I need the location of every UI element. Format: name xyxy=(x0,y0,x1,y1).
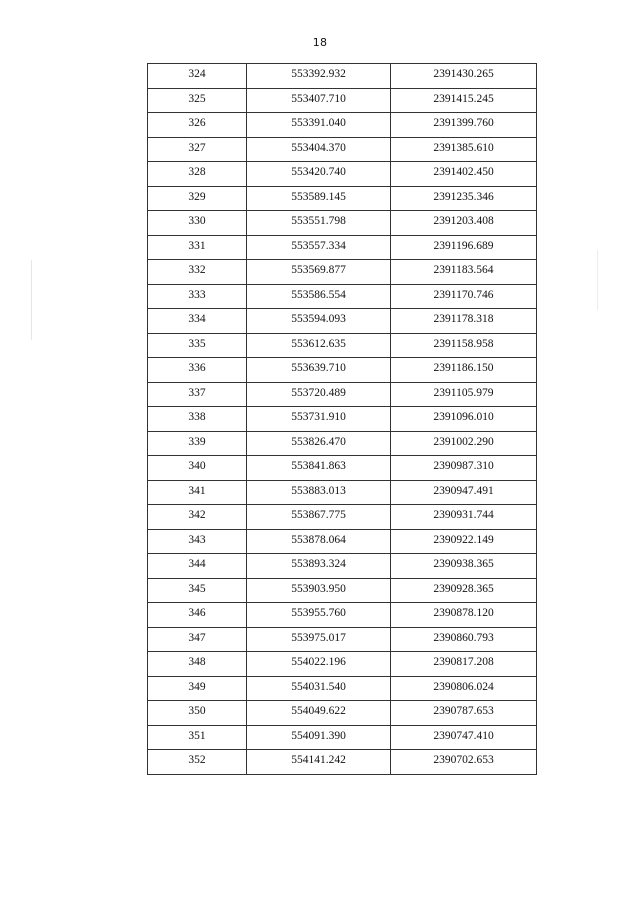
table-row xyxy=(148,652,537,677)
table-row xyxy=(148,162,537,187)
x-coordinate-cell: 553594.093 xyxy=(247,309,391,334)
x-coordinate-cell: 553883.013 xyxy=(247,480,391,505)
y-coordinate-cell: 2391183.564 xyxy=(391,260,537,285)
point-number-cell: 328 xyxy=(148,162,247,187)
x-coordinate-cell: 553903.950 xyxy=(247,578,391,603)
y-coordinate-cell: 2391385.610 xyxy=(391,137,537,162)
x-coordinate-cell: 553867.775 xyxy=(247,505,391,530)
y-coordinate-cell: 2391170.746 xyxy=(391,284,537,309)
y-coordinate-cell: 2390817.208 xyxy=(391,652,537,677)
point-number-cell: 350 xyxy=(148,701,247,726)
scan-artifact-left xyxy=(31,260,32,340)
point-number-cell: 338 xyxy=(148,407,247,432)
table-row xyxy=(148,88,537,113)
table-row xyxy=(148,431,537,456)
table-row xyxy=(148,358,537,383)
table-row xyxy=(148,333,537,358)
point-number-cell: 351 xyxy=(148,725,247,750)
point-number-cell: 324 xyxy=(148,64,247,89)
x-coordinate-cell: 553731.910 xyxy=(247,407,391,432)
table-row xyxy=(148,505,537,530)
table-row xyxy=(148,725,537,750)
x-coordinate-cell: 553841.863 xyxy=(247,456,391,481)
x-coordinate-cell: 554031.540 xyxy=(247,676,391,701)
y-coordinate-cell: 2391196.689 xyxy=(391,235,537,260)
table-row xyxy=(148,186,537,211)
x-coordinate-cell: 553420.740 xyxy=(247,162,391,187)
y-coordinate-cell: 2391399.760 xyxy=(391,113,537,138)
x-coordinate-cell: 553878.064 xyxy=(247,529,391,554)
table-row xyxy=(148,407,537,432)
x-coordinate-cell: 554022.196 xyxy=(247,652,391,677)
x-coordinate-cell: 553612.635 xyxy=(247,333,391,358)
point-number-cell: 347 xyxy=(148,627,247,652)
coordinates-table-body xyxy=(148,64,537,775)
y-coordinate-cell: 2390878.120 xyxy=(391,603,537,628)
y-coordinate-cell: 2390806.024 xyxy=(391,676,537,701)
point-number-cell: 341 xyxy=(148,480,247,505)
x-coordinate-cell: 553407.710 xyxy=(247,88,391,113)
table-row xyxy=(148,676,537,701)
point-number-cell: 349 xyxy=(148,676,247,701)
y-coordinate-cell: 2390928.365 xyxy=(391,578,537,603)
y-coordinate-cell: 2391096.010 xyxy=(391,407,537,432)
y-coordinate-cell: 2391203.408 xyxy=(391,211,537,236)
y-coordinate-cell: 2390702.653 xyxy=(391,750,537,775)
table-row xyxy=(148,603,537,628)
point-number-cell: 344 xyxy=(148,554,247,579)
x-coordinate-cell: 553557.334 xyxy=(247,235,391,260)
table-row xyxy=(148,750,537,775)
x-coordinate-cell: 553551.798 xyxy=(247,211,391,236)
point-number-cell: 331 xyxy=(148,235,247,260)
point-number-cell: 330 xyxy=(148,211,247,236)
point-number-cell: 337 xyxy=(148,382,247,407)
point-number-cell: 345 xyxy=(148,578,247,603)
y-coordinate-cell: 2391235.346 xyxy=(391,186,537,211)
table-row xyxy=(148,235,537,260)
y-coordinate-cell: 2391430.265 xyxy=(391,64,537,89)
coordinates-table xyxy=(147,63,537,775)
y-coordinate-cell: 2391186.150 xyxy=(391,358,537,383)
point-number-cell: 336 xyxy=(148,358,247,383)
table-row xyxy=(148,64,537,89)
scan-artifact-right xyxy=(597,250,598,310)
x-coordinate-cell: 553639.710 xyxy=(247,358,391,383)
point-number-cell: 352 xyxy=(148,750,247,775)
y-coordinate-cell: 2391002.290 xyxy=(391,431,537,456)
y-coordinate-cell: 2391158.958 xyxy=(391,333,537,358)
table-row xyxy=(148,554,537,579)
y-coordinate-cell: 2391402.450 xyxy=(391,162,537,187)
table-row xyxy=(148,137,537,162)
x-coordinate-cell: 553391.040 xyxy=(247,113,391,138)
point-number-cell: 334 xyxy=(148,309,247,334)
y-coordinate-cell: 2390787.653 xyxy=(391,701,537,726)
x-coordinate-cell: 553586.554 xyxy=(247,284,391,309)
table-row xyxy=(148,456,537,481)
y-coordinate-cell: 2390922.149 xyxy=(391,529,537,554)
point-number-cell: 348 xyxy=(148,652,247,677)
point-number-cell: 325 xyxy=(148,88,247,113)
point-number-cell: 327 xyxy=(148,137,247,162)
x-coordinate-cell: 554091.390 xyxy=(247,725,391,750)
point-number-cell: 329 xyxy=(148,186,247,211)
table-row xyxy=(148,284,537,309)
table-row xyxy=(148,578,537,603)
point-number-cell: 339 xyxy=(148,431,247,456)
table-row xyxy=(148,529,537,554)
table-row xyxy=(148,260,537,285)
point-number-cell: 346 xyxy=(148,603,247,628)
y-coordinate-cell: 2390987.310 xyxy=(391,456,537,481)
y-coordinate-cell: 2390747.410 xyxy=(391,725,537,750)
x-coordinate-cell: 553826.470 xyxy=(247,431,391,456)
x-coordinate-cell: 553975.017 xyxy=(247,627,391,652)
table-row xyxy=(148,382,537,407)
x-coordinate-cell: 553589.145 xyxy=(247,186,391,211)
page-number: 18 xyxy=(312,36,328,49)
x-coordinate-cell: 554141.242 xyxy=(247,750,391,775)
table-row xyxy=(148,309,537,334)
point-number-cell: 343 xyxy=(148,529,247,554)
point-number-cell: 340 xyxy=(148,456,247,481)
point-number-cell: 333 xyxy=(148,284,247,309)
y-coordinate-cell: 2391105.979 xyxy=(391,382,537,407)
x-coordinate-cell: 553720.489 xyxy=(247,382,391,407)
point-number-cell: 335 xyxy=(148,333,247,358)
y-coordinate-cell: 2390860.793 xyxy=(391,627,537,652)
x-coordinate-cell: 553893.324 xyxy=(247,554,391,579)
table-row xyxy=(148,480,537,505)
x-coordinate-cell: 553404.370 xyxy=(247,137,391,162)
x-coordinate-cell: 553569.877 xyxy=(247,260,391,285)
x-coordinate-cell: 554049.622 xyxy=(247,701,391,726)
table-row xyxy=(148,211,537,236)
y-coordinate-cell: 2390938.365 xyxy=(391,554,537,579)
table-row xyxy=(148,113,537,138)
x-coordinate-cell: 553392.932 xyxy=(247,64,391,89)
table-row xyxy=(148,701,537,726)
point-number-cell: 326 xyxy=(148,113,247,138)
x-coordinate-cell: 553955.760 xyxy=(247,603,391,628)
y-coordinate-cell: 2390931.744 xyxy=(391,505,537,530)
y-coordinate-cell: 2391178.318 xyxy=(391,309,537,334)
point-number-cell: 332 xyxy=(148,260,247,285)
y-coordinate-cell: 2391415.245 xyxy=(391,88,537,113)
table-row xyxy=(148,627,537,652)
y-coordinate-cell: 2390947.491 xyxy=(391,480,537,505)
point-number-cell: 342 xyxy=(148,505,247,530)
